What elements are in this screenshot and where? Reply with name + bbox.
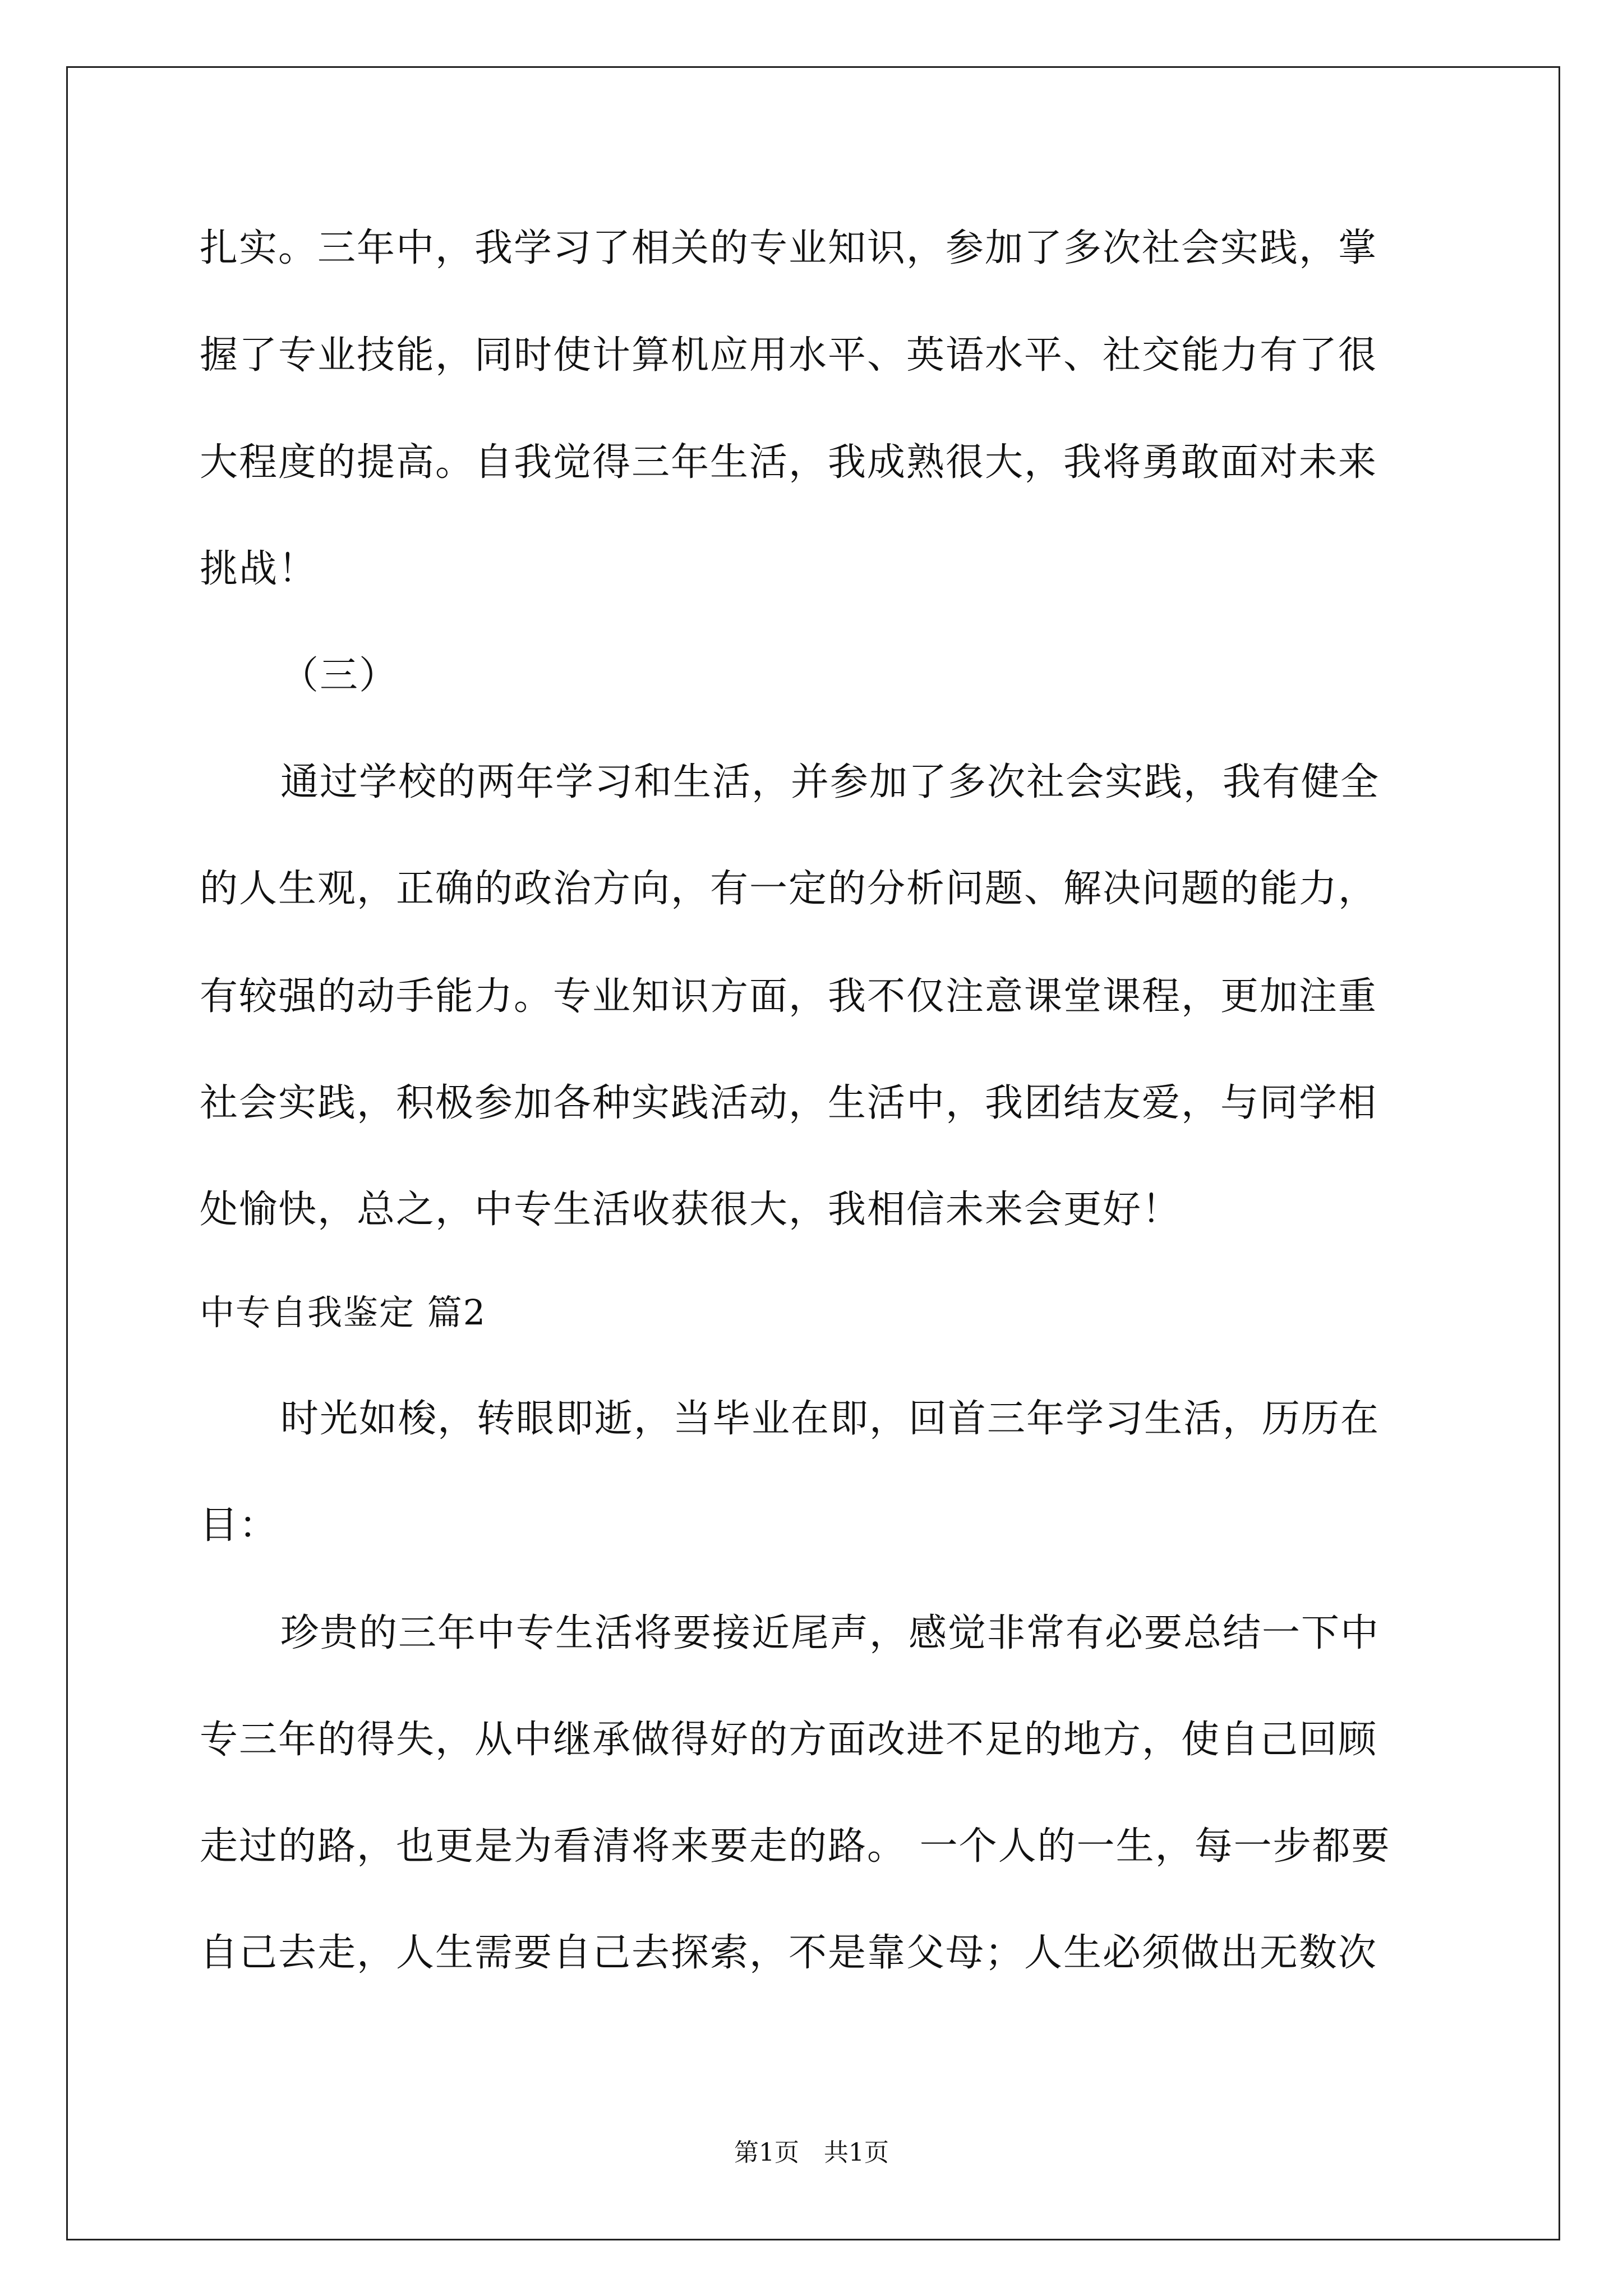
page-border — [66, 66, 1560, 2240]
section-heading: 中专自我鉴定 篇2 — [200, 1292, 487, 1333]
paragraph-line: 社会实践，积极参加各种实践活动，生活中，我团结友爱，与同学相 — [200, 1081, 1378, 1125]
paragraph-line: 珍贵的三年中专生活将要接近尾声，感觉非常有必要总结一下中 — [280, 1611, 1380, 1655]
paragraph-line: 有较强的动手能力。专业知识方面，我不仅注意课堂课程，更加注重 — [200, 974, 1378, 1019]
page-footer: 第1页 共1页 — [734, 2138, 889, 2167]
paragraph-line: 大程度的提高。自我觉得三年生活，我成熟很大，我将勇敢面对未来 — [200, 440, 1378, 485]
paragraph-line: 通过学校的两年学习和生活，并参加了多次社会实践，我有健全 — [280, 760, 1380, 804]
paragraph-line: 的人生观，正确的政治方向，有一定的分析问题、解决问题的能力， — [200, 867, 1378, 911]
paragraph-line: 时光如梭，转眼即逝，当毕业在即，回首三年学习生活，历历在 — [280, 1397, 1380, 1441]
paragraph-line: 扎实。三年中，我学习了相关的专业知识，参加了多次社会实践，掌 — [200, 226, 1378, 270]
paragraph-line: 目： — [200, 1503, 279, 1548]
paragraph-line: 握了专业技能，同时使计算机应用水平、英语水平、社交能力有了很 — [200, 333, 1378, 378]
paragraph-line: 走过的路，也更是为看清将来要走的路。 一个人的一生，每一步都要 — [200, 1824, 1391, 1869]
paragraph-line: 专三年的得失，从中继承做得好的方面改进不足的地方，使自己回顾 — [200, 1718, 1378, 1762]
subsection-number: （三） — [280, 654, 399, 698]
paragraph-line: 自己去走，人生需要自己去探索，不是靠父母；人生必须做出无数次 — [200, 1931, 1378, 1975]
paragraph-line: 挑战！ — [200, 547, 318, 591]
paragraph-line: 处愉快，总之，中专生活收获很大，我相信未来会更好！ — [200, 1188, 1182, 1232]
